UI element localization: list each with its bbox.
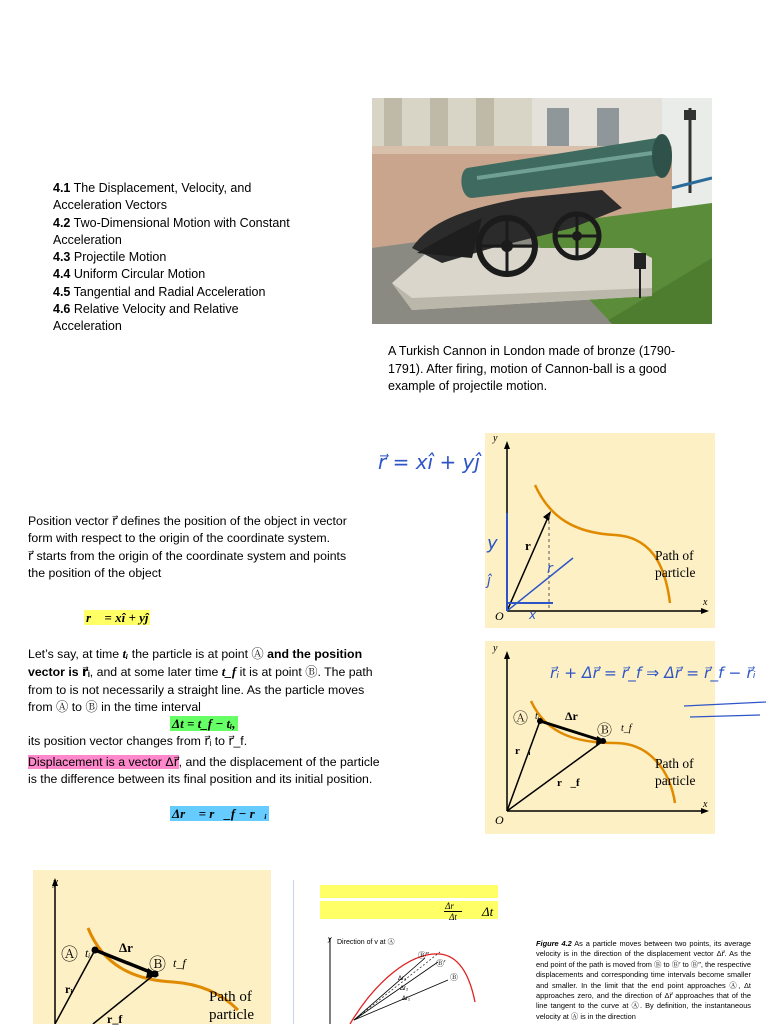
time-label: t_f bbox=[621, 723, 632, 734]
delta-t-label: Δt bbox=[482, 904, 494, 919]
handwritten-note: ĵ bbox=[487, 573, 491, 589]
velocity-ratio: Δr⃗ Δt bbox=[445, 901, 461, 922]
handwritten-note: x bbox=[529, 608, 537, 622]
axis-label-y: y bbox=[53, 876, 58, 888]
figure-displacement-large bbox=[33, 870, 271, 1024]
point-b-label: Ⓑ bbox=[597, 722, 613, 739]
figure-position-vector bbox=[485, 433, 715, 628]
delta-label: Δr₂ bbox=[400, 986, 409, 992]
toc-item: 4.3 Projectile Motion bbox=[53, 250, 167, 265]
axis-label-y: y bbox=[493, 643, 498, 654]
path-label: Path of particle bbox=[209, 989, 254, 1023]
point-label: Ⓑ″ bbox=[418, 951, 429, 960]
figure-4-2-caption: Figure 4.2 As a particle moves between two points, its average velocity is in the direction of the displacement vector Δr⃗. As the end point of the path is moved from Ⓑ to Ⓑ′ to Ⓑ″, the respective displacements and corresponding time intervals become smaller and smaller. In the limit that the end point approaches Ⓐ, Δt approaches zero, and the direction of Δr⃗ approaches that of the line tangent to the curve at Ⓐ. By definition, the instantaneous velocity at Ⓐ is in the direction bbox=[536, 939, 751, 1021]
handwritten-note: r⃗ᵢ + Δr⃗ = r⃗_f ⇒ Δr⃗ = r⃗_f − r⃗ᵢ bbox=[550, 664, 756, 682]
path-label: Path of particle bbox=[655, 548, 696, 580]
point-a-label: Ⓐ bbox=[513, 710, 529, 727]
toc-item: 4.5 Tangential and Radial Acceleration bbox=[53, 284, 266, 299]
toc-item: 4.2 Two-Dimensional Motion with Constant Acceleration bbox=[53, 215, 290, 247]
rf-label: r_f bbox=[107, 1012, 123, 1026]
displacement-equation bbox=[170, 805, 269, 823]
ri-label: r⃗ᵢ bbox=[515, 745, 531, 757]
toc-item: 4.4 Uniform Circular Motion bbox=[53, 267, 206, 282]
rf-label: r⃗_f bbox=[557, 777, 580, 789]
time-label: t_f bbox=[173, 956, 186, 970]
equation: Δt = t_f − tᵢ, bbox=[172, 716, 236, 731]
table-of-contents bbox=[53, 180, 303, 336]
equation: r⃗ = xî + yĵ bbox=[86, 610, 149, 625]
displacement-definition: Displacement is a vector Δr⃗, and the displacement of the particle is the difference between its final position and its initial position. bbox=[28, 755, 380, 787]
photo-caption: A Turkish Cannon in London made of bronze (1790-1791). After firing, motion of Cannon-ball is a good example of projectile motion. bbox=[388, 344, 675, 393]
axis-label-x: x bbox=[703, 799, 708, 810]
vector-label: r⃗ bbox=[525, 538, 541, 553]
handwritten-note: r bbox=[547, 561, 553, 577]
highlight-bar bbox=[320, 901, 498, 919]
handwritten-note: y bbox=[487, 533, 498, 554]
time-label: tᵢ bbox=[85, 946, 91, 960]
handwritten-underline bbox=[680, 700, 768, 720]
delta-r-label: Δr bbox=[119, 940, 133, 955]
point-b-label: Ⓑ bbox=[149, 955, 166, 974]
displacement-paragraph: Let’s say, at time tᵢ the particle is at point Ⓐ and the position vector is r⃗ᵢ, and at some later time t_f it is at point Ⓑ. The path from to is not necessarily a straight line. As the particle moves from Ⓐ to Ⓑ in the time interval bbox=[28, 646, 373, 714]
origin-label: O bbox=[495, 813, 504, 827]
cannon-photo bbox=[372, 98, 712, 324]
delta-r-label: Δr⃗ bbox=[565, 709, 588, 723]
origin-label: O bbox=[495, 609, 504, 623]
equation: Δr⃗ = r⃗_f − r⃗ᵢ bbox=[172, 806, 267, 821]
figure-tangent-limit bbox=[320, 932, 520, 1024]
time-label: tᵢ bbox=[535, 711, 540, 722]
position-equation bbox=[84, 609, 150, 627]
axis-label-y: y bbox=[328, 936, 332, 943]
point-label: Ⓑ′ bbox=[436, 959, 446, 968]
position-change-text: its position vector changes from r⃗ᵢ to r⃗_f. bbox=[28, 734, 248, 748]
divider bbox=[293, 880, 294, 1024]
delta-label: Δr₃ bbox=[398, 976, 407, 982]
axis-label-x: x bbox=[703, 597, 708, 608]
path-label: Path of particle bbox=[655, 756, 696, 788]
axis-label-y: y bbox=[493, 433, 498, 444]
time-interval-equation bbox=[170, 715, 238, 733]
delta-label: Δr₁ bbox=[402, 996, 411, 1002]
position-vector-paragraph bbox=[28, 513, 350, 582]
point-a-label: Ⓐ bbox=[61, 945, 78, 964]
toc-item: 4.6 Relative Velocity and Relative Acceleration bbox=[53, 302, 239, 334]
toc-item: 4.1 The Displacement, Velocity, and Acceleration Vectors bbox=[53, 181, 252, 213]
ri-label: rᵢ bbox=[65, 982, 73, 996]
direction-label: Direction of v at Ⓐ bbox=[337, 939, 395, 946]
handwritten-note: r⃗ = xî + yĵ bbox=[378, 450, 480, 474]
paragraph-text: Position vector r⃗ defines the position of the object in vector form with respect to the origin of the coordinate system. bbox=[28, 514, 347, 546]
highlight-bar bbox=[320, 885, 498, 898]
paragraph-text: r⃗ starts from the origin of the coordinate system and points the position of the object bbox=[28, 548, 347, 580]
point-label: Ⓑ bbox=[450, 973, 458, 982]
